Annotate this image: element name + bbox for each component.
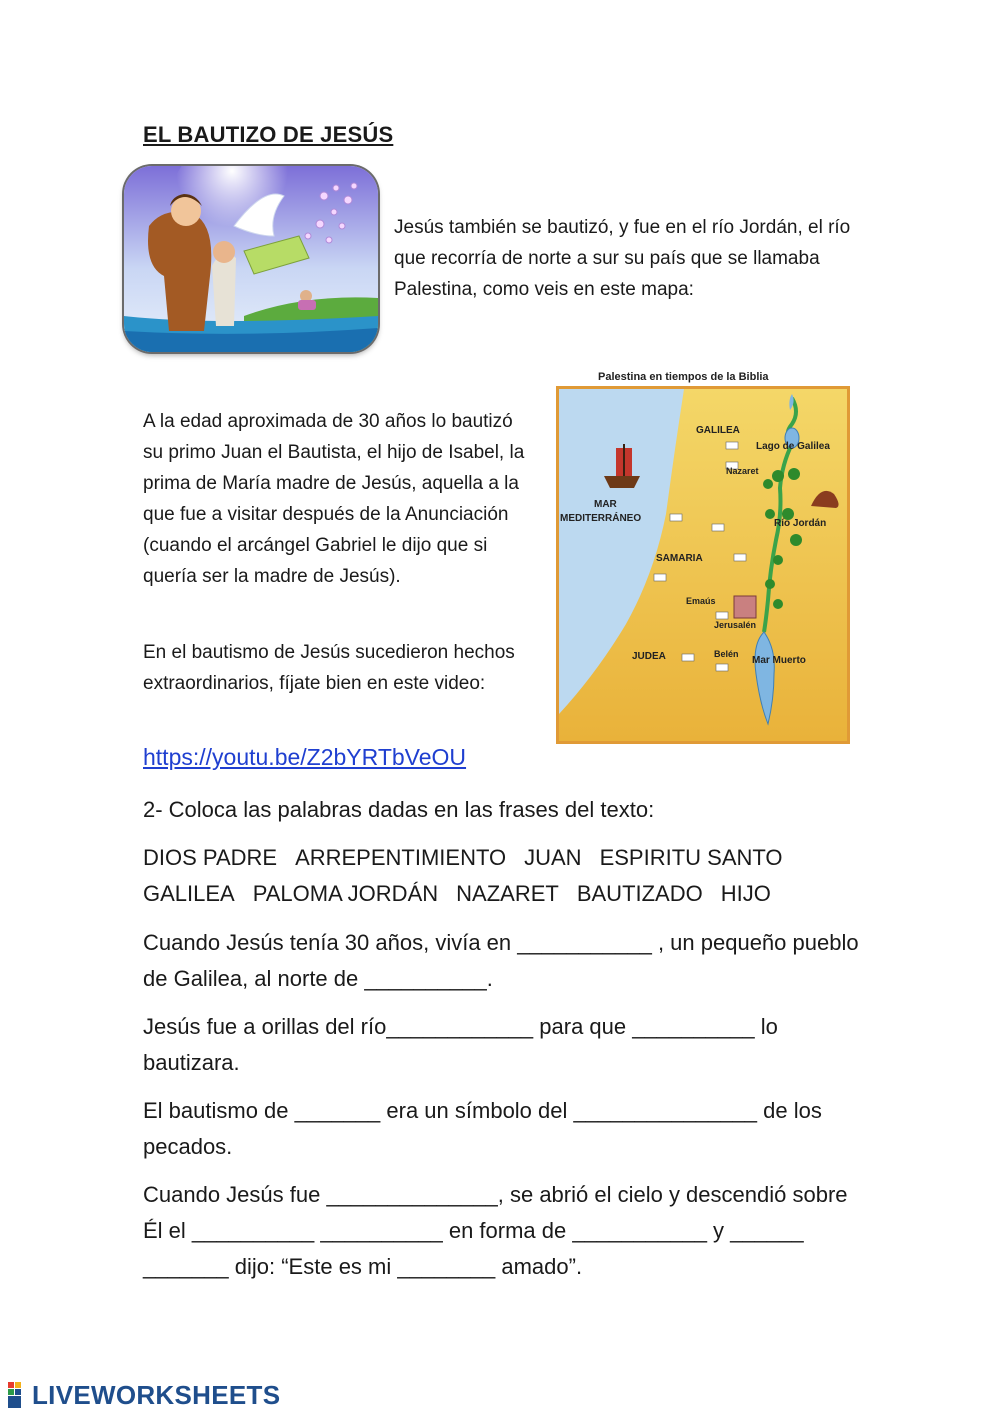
map-label-lago: Lago de Galilea [756, 441, 830, 452]
map-label-mar-muerto: Mar Muerto [752, 655, 806, 666]
map-label-judea: JUDEA [632, 651, 666, 662]
map-label-samaria: SAMARIA [656, 553, 703, 564]
map-label-mar-line1: MAR [594, 499, 617, 510]
word-bank-item: HIJO [720, 881, 771, 906]
word-bank-item: BAUTIZADO [576, 881, 703, 906]
word-bank-item: DIOS PADRE [143, 845, 278, 870]
video-link[interactable]: https://youtu.be/Z2bYRTbVeOU [143, 744, 467, 770]
map-title: Palestina en tiempos de la Biblia [598, 371, 769, 383]
word-bank [143, 840, 863, 912]
map-label-mar-line2: MEDITERRÁNEO [560, 513, 642, 524]
fill-sentence-3[interactable]: El bautismo de _______ era un símbolo del _______________ de los pecados. [143, 1098, 822, 1159]
map-label-belen: Belén [714, 649, 739, 659]
baptism-paragraph: En el bautismo de Jesús sucedieron hechos extraordinarios, fíjate bien en este video: [143, 642, 515, 694]
fill-sentence-2[interactable]: Jesús fue a orillas del río____________ para que __________ lo bautizara. [143, 1014, 778, 1075]
word-bank-item: GALILEA [143, 881, 235, 906]
baptism-illustration [124, 166, 378, 352]
word-bank-item: ESPIRITU SANTO [599, 845, 783, 870]
palestine-map [556, 364, 850, 744]
word-bank-item: ARREPENTIMIENTO [295, 845, 507, 870]
fill-sentence-4[interactable]: Cuando Jesús fue ______________, se abrió el cielo y descendió sobre Él el __________ __________ en forma de ___________ y ______ _______ dijo: “Este es mi ________ amado”. [143, 1182, 848, 1279]
fill-sentence-1[interactable]: Cuando Jesús tenía 30 años, vivía en ___________ , un pequeño pueblo de Galilea, al norte de __________. [143, 930, 859, 991]
footer-brand-text: LIVEWORKSHEETS [32, 1379, 281, 1410]
map-label-jerusalen: Jerusalén [714, 620, 757, 630]
map-label-nazaret: Nazaret [726, 466, 759, 476]
page-title: EL BAUTIZO DE JESÚS [143, 122, 394, 147]
map-label-emaus: Emaús [686, 596, 716, 606]
bio-paragraph: A la edad aproximada de 30 años lo bautizó su primo Juan el Bautista, el hijo de Isabel, la prima de María madre de Jesús, aquella a la que fue a visitar después de la Anunciación (cuando el arcángel Gabriel le dijo que si quería ser la madre de Jesús). [143, 411, 525, 587]
intro-paragraph: Jesús también se bautizó, y fue en el río Jordán, el río que recorría de norte a sur su país que se llamaba Palestina, como veis en este mapa: [394, 217, 851, 300]
word-bank-item: NAZARET [456, 881, 559, 906]
liveworksheets-logo-icon [8, 1382, 28, 1408]
exercise-instruction: 2- Coloca las palabras dadas en las frases del texto: [143, 797, 655, 822]
word-bank-item: JUAN [524, 845, 582, 870]
word-bank-item: PALOMA JORDÁN [252, 881, 439, 906]
footer-brand [8, 1380, 280, 1410]
map-label-rio: Río Jordán [774, 518, 827, 529]
map-label-galilea: GALILEA [696, 425, 740, 436]
